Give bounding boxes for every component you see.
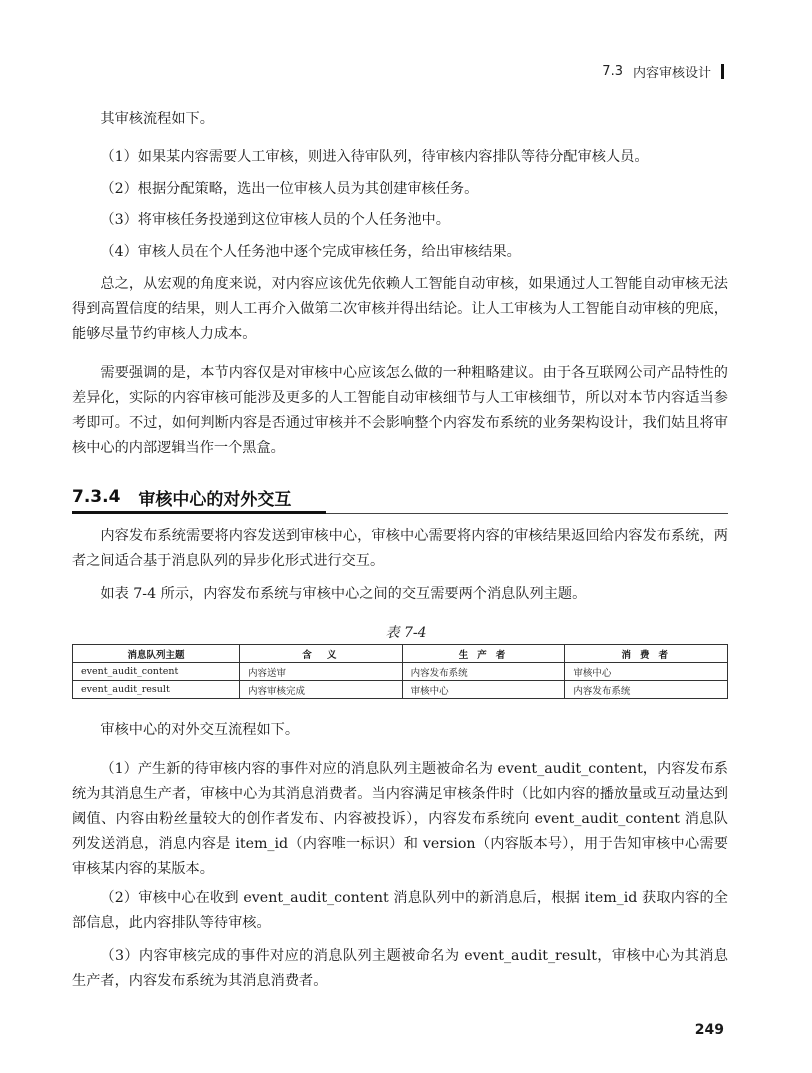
table-cell-consumer: 审核中心 <box>565 663 728 681</box>
section-paragraph-1: 内容发布系统需要将内容发送到审核中心，审核中心需要将内容的审核结果返回给内容发布系统，两者之间适合基于消息队列的异步化形式进行交互。 <box>72 528 728 569</box>
table-cell-producer: 内容发布系统 <box>402 663 565 681</box>
table-header-meaning: 含 义 <box>240 645 403 663</box>
flow2-item-3: （3）内容审核完成的事件对应的消息队列主题被命名为 event_audit_result，审核中心为其消息生产者，内容发布系统为其消息消费者。 <box>72 948 728 989</box>
section-title: 审核中心的对外交互 <box>138 489 292 510</box>
table-header-topic: 消息队列主题 <box>73 645 240 663</box>
table-cell-meaning: 内容送审 <box>240 663 403 681</box>
table-row <box>73 681 728 699</box>
table-cell-producer: 审核中心 <box>402 681 565 699</box>
table-cell-topic: event_audit_result <box>73 681 240 699</box>
flow2-item-2: （2）审核中心在收到 event_audit_content 消息队列中的新消息后，根据 item_id 获取内容的全部信息，此内容排队等待审核。 <box>72 890 728 931</box>
table-caption: 表 7-4 <box>385 625 427 641</box>
flow-item-1: （1）如果某内容需要人工审核，则进入待审队列，待审核内容排队等待分配审核人员。 <box>100 149 649 165</box>
running-header <box>602 62 724 81</box>
flow-item-2: （2）根据分配策略，选出一位审核人员为其创建审核任务。 <box>100 181 479 197</box>
table-row <box>73 663 728 681</box>
section-paragraph-2: 如表 7-4 所示，内容发布系统与审核中心之间的交互需要两个消息队列主题。 <box>100 586 587 602</box>
header-bar <box>721 64 724 79</box>
table-cell-meaning: 内容审核完成 <box>240 681 403 699</box>
header-section-number: 7.3 <box>602 64 623 79</box>
table-cell-consumer: 内容发布系统 <box>565 681 728 699</box>
topic-table <box>72 644 728 699</box>
table-cell-topic: event_audit_content <box>73 663 240 681</box>
flow-item-4: （4）审核人员在个人任务池中逐个完成审核任务，给出审核结果。 <box>100 244 521 260</box>
flow-item-3: （3）将审核任务投递到这位审核人员的个人任务池中。 <box>100 212 450 228</box>
table-header-consumer: 消 费 者 <box>565 645 728 663</box>
header-section-title: 内容审核设计 <box>632 66 711 81</box>
intro-paragraph: 其审核流程如下。 <box>100 111 214 127</box>
emphasis-paragraph: 需要强调的是，本节内容仅是对审核中心应该怎么做的一种粗略建议。由于各互联网公司产品特性的差异化，实际的内容审核可能涉及更多的人工智能自动审核细节与人工审核细节，所以对本节内容适当参考即可。不过，如何判断内容是否通过审核并不会影响整个内容发布系统的业务架构设计，我们姑且将审核中心的内部逻辑当作一个黑盒。 <box>72 365 728 456</box>
table-header-row <box>73 645 728 663</box>
table-header-producer: 生 产 者 <box>402 645 565 663</box>
flow2-intro: 审核中心的对外交互流程如下。 <box>100 722 300 738</box>
page-number: 249 <box>694 1022 724 1038</box>
section-heading <box>72 482 328 512</box>
section-number: 7.3.4 <box>72 487 121 507</box>
flow2-item-1: （1）产生新的待审核内容的事件对应的消息队列主题被命名为 event_audit_content，内容发布系统为其消息生产者，审核中心为其消息消费者。当内容满足审核条件时（比如内容的播放量或互动量达到阈值、内容由粉丝量较大的创作者发布、内容被投诉），内容发布系统向 event_audit_content 消息队列发送消息，消息内容是 item_id（内容唯一标识）和 version（内容版本号），用于告知审核中心需要审核某内容的某版本。 <box>72 761 728 877</box>
section-rule-accent <box>72 511 326 514</box>
summary-paragraph: 总之，从宏观的角度来说，对内容应该优先依赖人工智能自动审核，如果通过人工智能自动审核无法得到高置信度的结果，则人工再介入做第二次审核并得出结论。让人工审核为人工智能自动审核的兜底，能够尽量节约审核人力成本。 <box>72 276 728 342</box>
